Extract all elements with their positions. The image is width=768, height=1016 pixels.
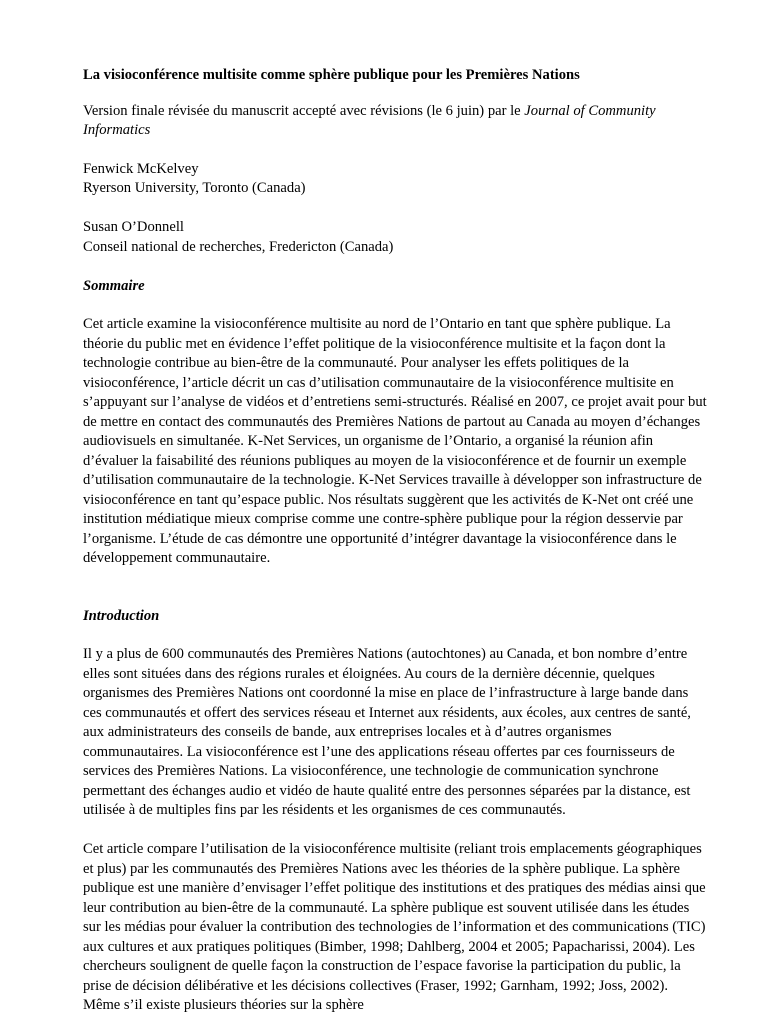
body-paragraph: Il y a plus de 600 communautés des Premières Nations (autochtones) au Canada, et bon nombre d’entre elles sont situées dans des régions rurales et éloignées. Au cours de la dernière décennie, quelques organismes des Premières Nations ont coordonné la mise en place de l’infrastructure à large bande dans ces communautés et offert des services réseau et Internet aux résidents, aux écoles, aux centres de santé, aux administrateurs des conseils de bande, aux entreprises locales et à d’autres organismes communautaires. La visioconférence est l’une des applications réseau offertes par ces fournisseurs de services des Premières Nations. La visioconférence, une technologie de communication synchrone permettant des échanges audio et vidéo de haute qualité entre des personnes séparées par la distance, est utilisée à de multiples fins par les résidents et les organismes de ces communautés. (83, 646, 691, 818)
document-title: La visioconférence multisite comme sphère publique pour les Premières Nations (83, 67, 580, 83)
journal-name: Journal of Community Informatics (83, 102, 656, 138)
author-affiliation: Ryerson University, Toronto (Canada) (83, 180, 306, 196)
introduction-heading: Introduction (83, 607, 160, 624)
abstract-paragraph: Cet article examine la visioconférence multisite au nord de l’Ontario en tant que sphère publique. La théorie du public met en évidence l’effet politique de la visioconférence multisite et la façon dont la technologie contribue au bien-être de la communauté. Pour analyser les effets politiques de la visioconférence, l’article décrit un cas d’utilisation communautaire de la visioconférence multisite en s’appuyant sur l’analyse de vidéos et d’entretiens semi-structurés. Réalisé en 2007, ce projet avait pour but de mettre en contact des communautés des Premières Nations de partout au Canada au moyen d’échanges audiovisuels en simultanée. K-Net Services, un organisme de l’Ontario, a organisé la réunion afin d’évaluer la faisabilité des réunions publiques au moyen de la visioconférence et de fournir un exemple d’utilisation communautaire de la technologie. K-Net Services travaille à développer son infrastructure de visioconférence en tant qu’espace public. Nos résultats suggèrent que les activités de K-Net ont créé une institution médiatique mieux comprise comme une contre-sphère publique pour la région desservie par l’organisme. L’étude de cas démontre une opportunité d’intégrer davantage la visioconférence dans le développement communautaire. (83, 316, 707, 566)
version-note-text: Version finale révisée du manuscrit accepté avec révisions (le 6 juin) par le (83, 102, 525, 119)
author-affiliation: Conseil national de recherches, Fredericton (Canada) (83, 238, 394, 255)
version-note (83, 102, 708, 141)
author-name: Fenwick McKelvey (83, 160, 199, 177)
abstract-heading: Sommaire (83, 277, 145, 294)
author-name: Susan O’Donnell (83, 219, 184, 235)
author-block (83, 160, 708, 199)
author-block (83, 218, 708, 257)
body-paragraph: Cet article compare l’utilisation de la visioconférence multisite (reliant trois emplacements géographiques et plus) par les communautés des Premières Nations avec les théories de la sphère publique. La sphère publique est une manière d’envisager l’effet politique des institutions et des pratiques des médias ainsi que leur contribution au bien-être de la communauté. La sphère publique est souvent utilisée dans les études sur les médias pour évaluer la contribution des technologies de l’information et des communications (TIC) aux cultures et aux pratiques politiques (Bimber, 1998; Dahlberg, 2004 et 2005; Papacharissi, 2004). Les chercheurs soulignent de quelle façon la construction de l’espace favorise la participation du public, la prise de décision délibérative et les décisions collectives (Fraser, 1992; Garnham, 1992; Joss, 2002). Même s’il existe plusieurs théories sur la sphère (83, 841, 706, 1013)
